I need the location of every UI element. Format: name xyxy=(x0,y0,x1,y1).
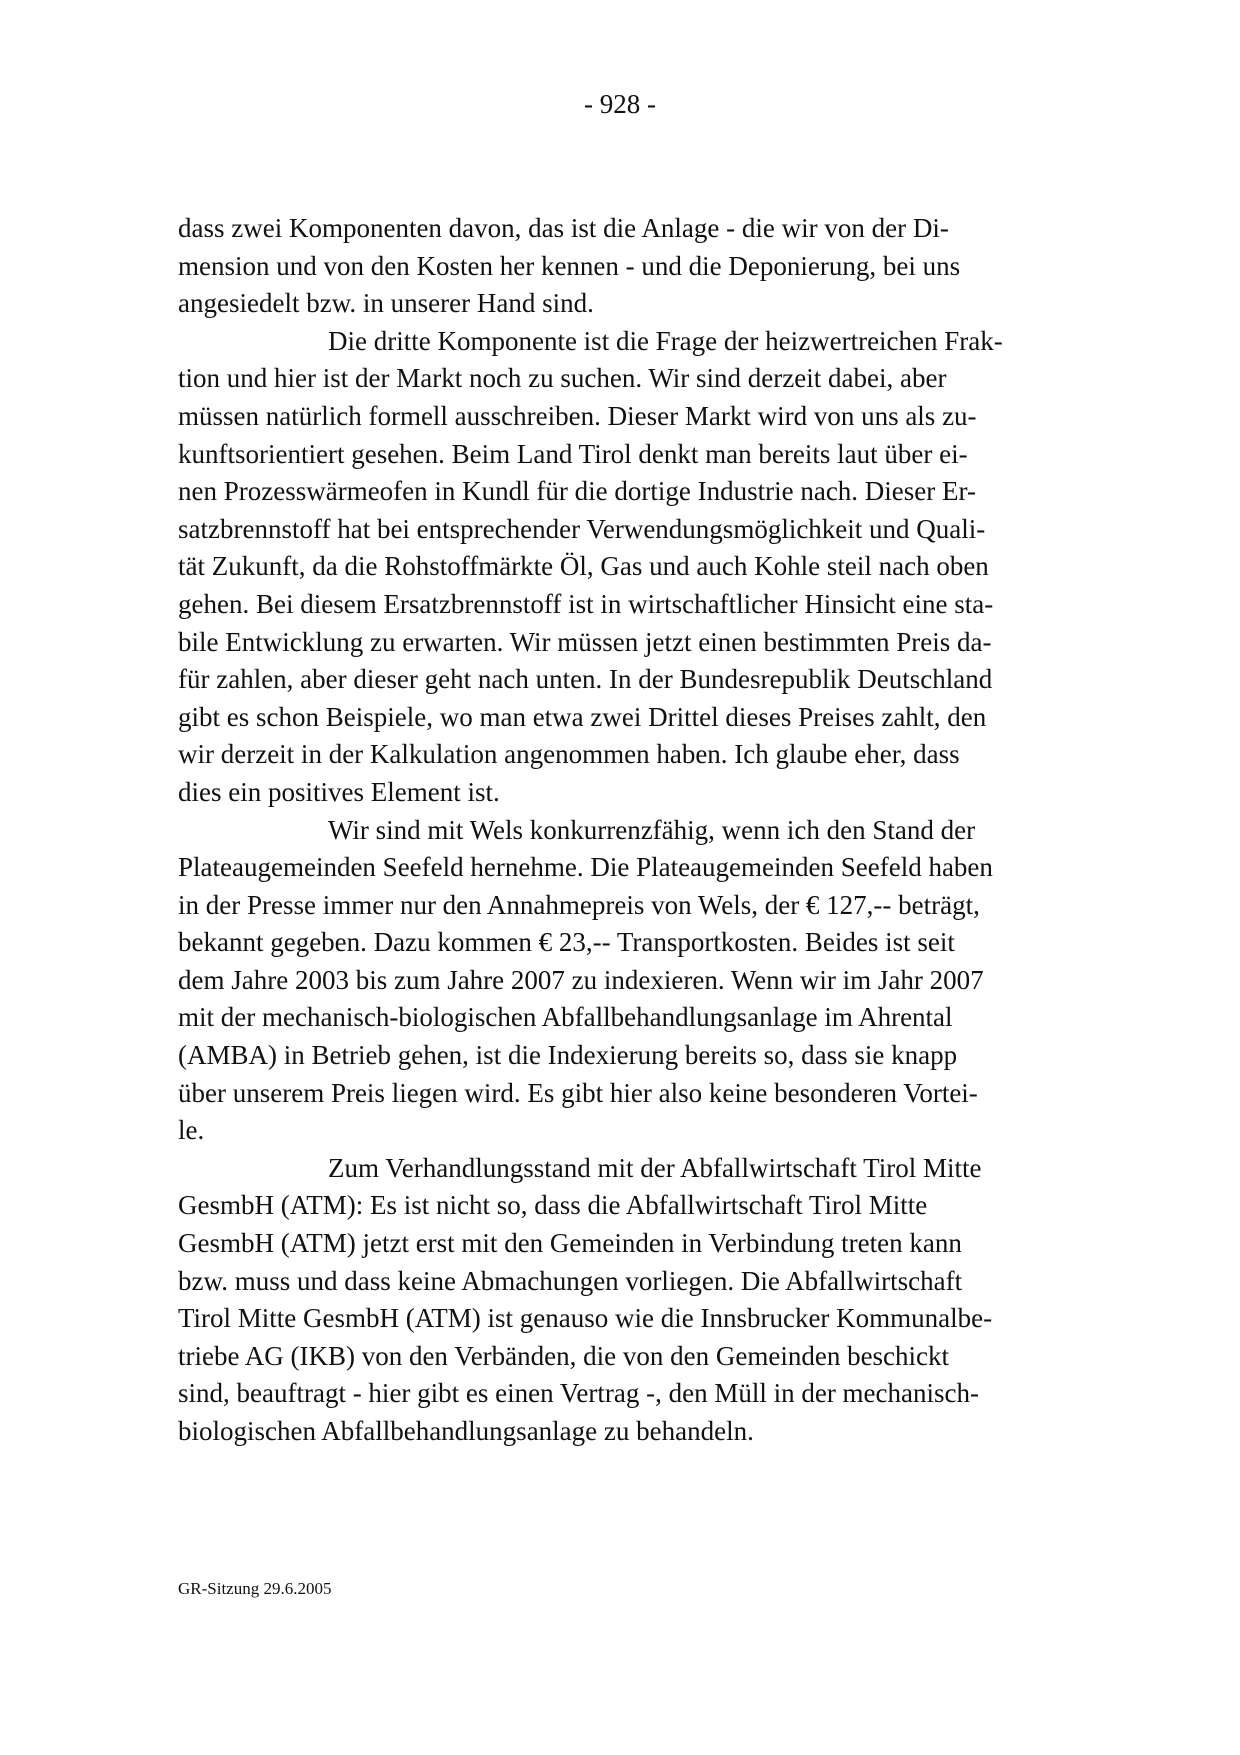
text-line: bekannt gegeben. Dazu kommen € 23,-- Transportkosten. Beides ist seit xyxy=(178,927,955,958)
text-line: nen Prozesswärmeofen in Kundl für die dortige Industrie nach. Dieser Er- xyxy=(178,476,976,507)
text-line: satzbrennstoff hat bei entsprechender Verwendungsmöglichkeit und Quali- xyxy=(178,513,986,544)
text-line: le. xyxy=(178,1115,205,1146)
paragraph-start-line: Zum Verhandlungsstand mit der Abfallwirtschaft Tirol Mitte xyxy=(328,1152,982,1183)
text-line: bzw. muss und dass keine Abmachungen vorliegen. Die Abfallwirtschaft xyxy=(178,1265,963,1296)
text-line: triebe AG (IKB) von den Verbänden, die von den Gemeinden beschickt xyxy=(178,1340,950,1371)
text-line: kunftsorientiert gesehen. Beim Land Tirol denkt man bereits laut über ei- xyxy=(178,438,968,469)
text-line: dem Jahre 2003 bis zum Jahre 2007 zu indexieren. Wenn wir im Jahr 2007 xyxy=(178,964,984,995)
text-line: mit der mechanisch-biologischen Abfallbehandlungsanlage im Ahrental xyxy=(178,1002,953,1033)
text-line: tion und hier ist der Markt noch zu suchen. Wir sind derzeit dabei, aber xyxy=(178,363,947,394)
text-line: biologischen Abfallbehandlungsanlage zu behandeln. xyxy=(178,1416,754,1446)
text-line: wir derzeit in der Kalkulation angenommen haben. Ich glaube eher, dass xyxy=(178,739,960,770)
text-line: tät Zukunft, da die Rohstoffmärkte Öl, Gas und auch Kohle steil nach oben xyxy=(178,551,989,582)
text-line: gibt es schon Beispiele, wo man etwa zwei Drittel dieses Preises zahlt, den xyxy=(178,701,987,732)
paragraph-start-line: Wir sind mit Wels konkurrenzfähig, wenn ich den Stand der xyxy=(328,814,976,845)
text-line: dass zwei Komponenten davon, das ist die Anlage - die wir von der Di- xyxy=(178,213,949,243)
document-body xyxy=(178,210,1058,1451)
text-line: sind, beauftragt - hier gibt es einen Vertrag -, den Müll in der mechanisch- xyxy=(178,1378,979,1409)
text-line: GesmbH (ATM): Es ist nicht so, dass die Abfallwirtschaft Tirol Mitte xyxy=(178,1190,928,1221)
text-line: Tirol Mitte GesmbH (ATM) ist genauso wie die Innsbrucker Kommunalbe- xyxy=(178,1303,993,1334)
page-number: - 928 - xyxy=(584,89,656,119)
text-line: GesmbH (ATM) jetzt erst mit den Gemeinden in Verbindung treten kann xyxy=(178,1228,962,1259)
paragraph-start-line: Die dritte Komponente ist die Frage der heizwertreichen Frak- xyxy=(328,325,1003,356)
text-line: in der Presse immer nur den Annahmepreis von Wels, der € 127,-- beträgt, xyxy=(178,889,980,920)
text-line: müssen natürlich formell ausschreiben. Dieser Markt wird von uns als zu- xyxy=(178,400,977,431)
text-line: mension und von den Kosten her kennen - und die Deponierung, bei uns xyxy=(178,250,961,281)
text-line: über unserem Preis liegen wird. Es gibt hier also keine besonderen Vortei- xyxy=(178,1077,978,1108)
text-line: bile Entwicklung zu erwarten. Wir müssen jetzt einen bestimmten Preis da- xyxy=(178,626,992,657)
text-line: (AMBA) in Betrieb gehen, ist die Indexierung bereits so, dass sie knapp xyxy=(178,1040,958,1071)
text-line: dies ein positives Element ist. xyxy=(178,776,500,807)
text-line: gehen. Bei diesem Ersatzbrennstoff ist in wirtschaftlicher Hinsicht eine sta- xyxy=(178,588,994,619)
text-line: für zahlen, aber dieser geht nach unten. In der Bundesrepublik Deutschland xyxy=(178,664,993,695)
footer-session-date: GR-Sitzung 29.6.2005 xyxy=(178,1579,332,1598)
text-line: angesiedelt bzw. in unserer Hand sind. xyxy=(178,288,594,319)
text-line: Plateaugemeinden Seefeld hernehme. Die Plateaugemeinden Seefeld haben xyxy=(178,852,993,883)
